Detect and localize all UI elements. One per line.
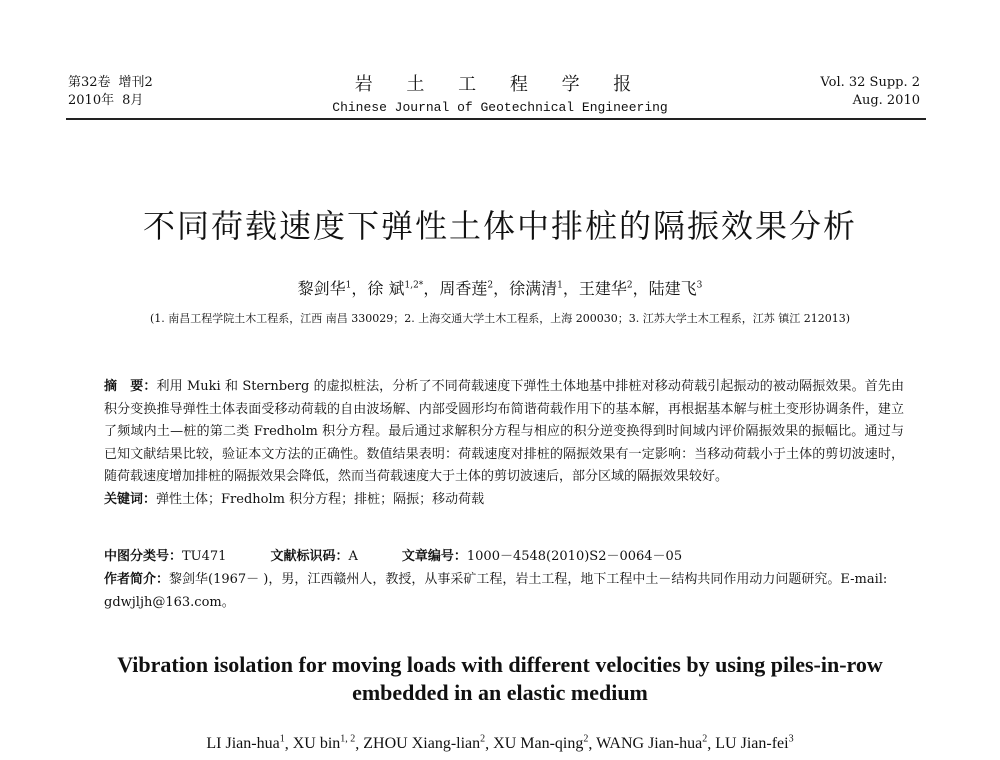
author — [493, 735, 588, 752]
author-name: 黎剑华 — [297, 279, 346, 298]
affiliations: (1. 南昌工程学院土木工程系，江西 南昌 330029；2. 上海交通大学土木工程系，上海 200030；3. 江苏大学土木工程系，江苏 镇江 212013) — [149, 312, 850, 325]
journal-issue-en — [820, 74, 920, 110]
author-bio — [104, 569, 904, 614]
doc-code-value: A — [348, 549, 358, 564]
abstract-text: 利用 Muki 和 Sternberg 的虚拟桩法，分析了不同荷载速度下弹性土体地基中排桩对移动荷载引起振动的被动隔振效果。首先由积分变换推导弹性土体表面受移动荷载的自由波场解、内部受圆形均布简谐荷载作用下的基本解，再根据基本解与桩土变形协调条件，建立了频域内土—桩的第二类 Fredholm 积分方程。最后通过求解积分方程与相应的积分逆变换得到时间域内评价隔振效果的振幅比。通过与已知文献结果比较，验证本文方法的正确性。数值结果表明：荷载速度对排桩的隔振效果有一定影响：当移动荷载小于土体的剪切波速时，随荷载速度增加排桩的隔振效果会降低，然而当荷载速度大于土体的剪切波速后，部分区域的隔振效果较好。 — [104, 379, 904, 484]
author-name: XU Man-qing — [493, 735, 584, 753]
author-affiliation-mark: 3 — [788, 734, 794, 745]
keywords-label: 关键词： — [104, 491, 157, 507]
author-name: ZHOU Xiang-lian — [363, 735, 481, 753]
author-affiliation-mark: 1 — [557, 280, 563, 291]
author — [367, 279, 423, 298]
author-affiliation-mark: 2 — [583, 734, 589, 745]
article-no-value: 1000－4548(2010)S2－0064－05 — [466, 549, 683, 564]
author-name: XU bin — [292, 735, 341, 753]
bio-label: 作者简介： — [104, 572, 170, 587]
authors-en: LI Jian-hua$^1$, XU bin$^{1, 2}$, ZHOU Xiang-lian$^2$, XU Man-qing$^2$, WANG Jian-hua$^2$, LU Jian-fei$^3$ — [206, 734, 794, 753]
author — [206, 735, 284, 752]
keywords-line — [104, 489, 904, 512]
author-name: LU Jian-fei — [715, 735, 789, 753]
abstract-label: 摘 要： — [104, 379, 157, 394]
author-affiliation-mark: 2 — [702, 734, 708, 745]
author-name: 王建华 — [578, 279, 627, 298]
author-affiliation-mark: 1, 2 — [340, 734, 356, 745]
volume-en: Vol. 32 Supp. 2 — [820, 75, 920, 90]
author-name: 陆建飞 — [648, 279, 697, 298]
author-name: WANG Jian-hua — [596, 735, 703, 753]
bio-text: 黎剑华(1967－ )，男，江西赣州人，教授，从事采矿工程，岩土工程，地下工程中土－结构共同作用动力问题研究。E-mail: gdwjljh@163.com。 — [104, 572, 888, 610]
journal-name-en: Chinese Journal of Geotechnical Engineering — [332, 100, 668, 115]
author — [298, 279, 352, 298]
month-cn: 8月 — [122, 93, 144, 108]
author-affiliation-mark: 1,2* — [404, 280, 424, 291]
clc-value: TU471 — [182, 549, 227, 564]
author — [649, 279, 703, 298]
authors-cn: 黎剑华$^1$，徐 斌$^{1,2*}$，周香莲$^2$，徐满清$^1$，王建华$^2$，陆建飞$^3$ — [297, 279, 703, 298]
author-affiliation-mark: 1 — [345, 280, 352, 291]
header-rule — [66, 118, 926, 120]
author-name: LI Jian-hua — [206, 735, 280, 753]
year-cn: 2010年 — [68, 93, 115, 108]
volume-cn: 第32卷 — [68, 75, 111, 90]
clc-label: 中图分类号： — [104, 549, 183, 564]
author — [509, 279, 563, 298]
author — [293, 735, 356, 752]
author — [596, 735, 707, 752]
paper-title-cn: 不同荷载速度下弹性土体中排桩的隔振效果分析 — [142, 207, 857, 245]
classification-line — [104, 546, 904, 569]
author — [439, 279, 493, 298]
author-affiliation-mark: 2 — [487, 280, 494, 291]
author — [363, 735, 485, 752]
author-affiliation-mark: 2 — [626, 280, 633, 291]
author-affiliation-mark: 3 — [696, 280, 703, 291]
author-name: 徐满清 — [509, 279, 558, 298]
date-en: Aug. 2010 — [852, 93, 920, 108]
abstract — [104, 376, 904, 511]
author-affiliation-mark: 1 — [279, 734, 285, 745]
author-name: 徐 斌 — [367, 279, 405, 298]
doc-code-label: 文献标识码： — [270, 549, 349, 564]
paper-title-en: Vibration isolation for moving loads with different velocities by using piles-in-row embedded in an elastic medium — [117, 652, 883, 705]
article-no-label: 文章编号： — [401, 549, 467, 564]
author — [715, 735, 793, 752]
author — [579, 279, 633, 298]
keywords-text: 弹性土体；Fredholm 积分方程；排桩；隔振；移动荷载 — [156, 491, 485, 507]
author-affiliation-mark: 2 — [480, 734, 486, 745]
journal-name-cn: 岩 土 工 程 学 报 — [354, 74, 646, 95]
supplement-cn: 增刊2 — [118, 75, 153, 90]
author-name: 周香莲 — [439, 279, 488, 298]
